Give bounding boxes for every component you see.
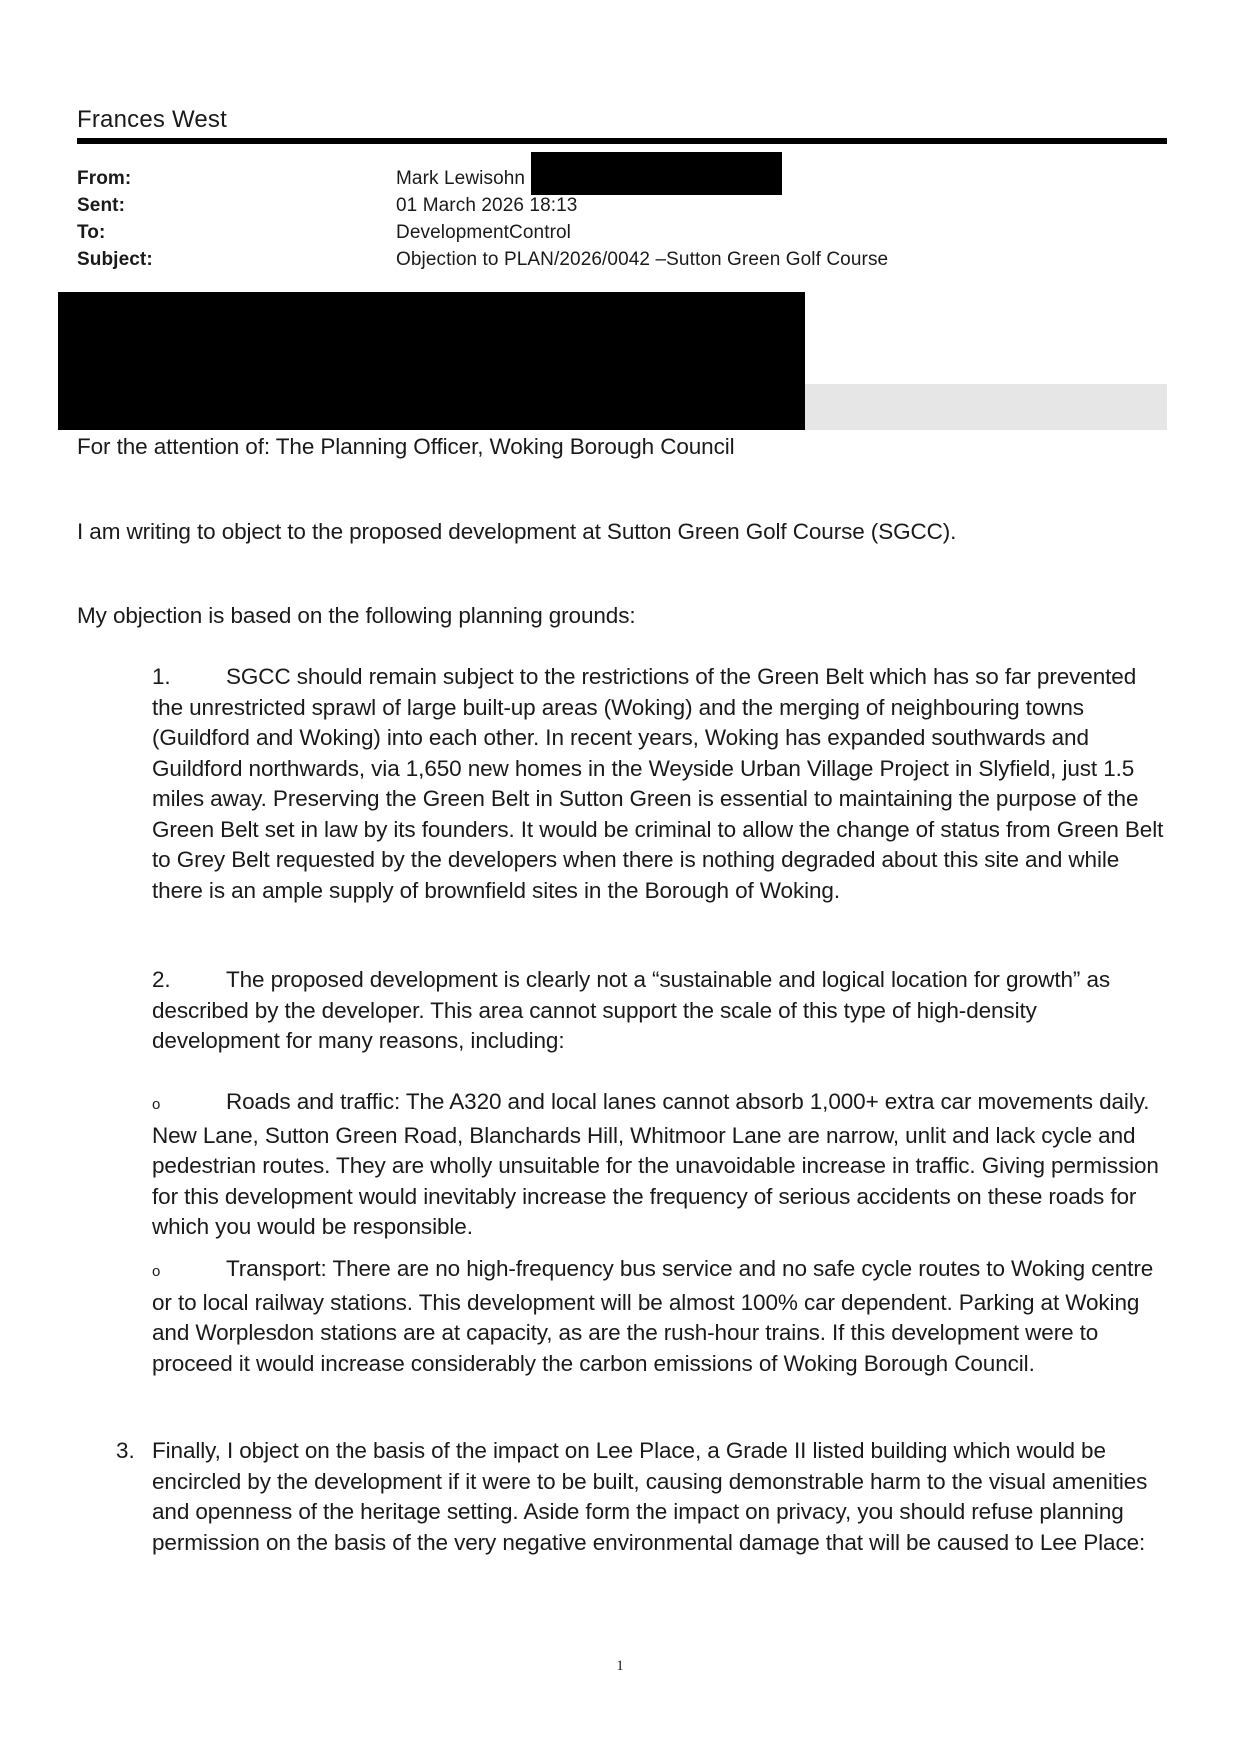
shaded-band xyxy=(805,384,1167,430)
bullet-roads-text: Roads and traffic: The A320 and local lanes cannot absorb 1,000+ extra car movements daily. New Lane, Sutton Green Road, Blanchards Hill, Whitmoor Lane are narrow, unlit and lack cycle and pedestrian routes. They are wholly unsuitable for the unavoidable increase in traffic. Giving permission for this development would inevitably increase the frequency of serious accidents on these roads for which you would be responsible. xyxy=(152,1089,1159,1239)
to-label: To: xyxy=(77,222,106,243)
point-2-text: The proposed development is clearly not a “sustainable and logical location for growth” as described by the developer. This area cannot support the scale of this type of high-density development for many reasons, including: xyxy=(152,967,1111,1053)
bullet-roads-mark: o xyxy=(152,1096,161,1113)
bullet-transport xyxy=(152,1254,1167,1379)
bullet-roads xyxy=(152,1087,1167,1243)
redaction-email xyxy=(531,152,782,195)
attention-line: For the attention of: The Planning Officer, Woking Borough Council xyxy=(77,434,735,459)
subject-value: Objection to PLAN/2026/0042 –Sutton Green Golf Course xyxy=(396,249,889,270)
from-label: From: xyxy=(77,168,132,189)
point-1-text: SGCC should remain subject to the restrictions of the Green Belt which has so far prevented the unrestricted sprawl of large built-up areas (Woking) and the merging of neighbouring towns (Guildford and Woking) into each other. In recent years, Woking has expanded southwards and Guildford northwards, via 1,650 new homes in the Weyside Urban Village Project in Slyfield, just 1.5 miles away. Preserving the Green Belt in Sutton Green is essential to maintaining the purpose of the Green Belt set in law by its founders. It would be criminal to allow the change of status from Green Belt to Grey Belt requested by the developers when there is nothing degraded about this site and while there is an ample supply of brownfield sites in the Borough of Woking. xyxy=(152,664,1164,903)
sender-name: Frances West xyxy=(77,106,227,133)
redaction-block xyxy=(58,292,805,430)
point-3-text: Finally, I object on the basis of the impact on Lee Place, a Grade II listed building which would be encircled by the development if it were to be built, causing demonstrable harm to the visual amenities and openness of the heritage setting. Aside form the impact on privacy, you should refuse planning permission on the basis of the very negative environmental damage that will be caused to Lee Place: xyxy=(152,1438,1148,1555)
from-value: Mark Lewisohn xyxy=(396,168,526,189)
point-2 xyxy=(152,965,1167,1057)
to-value: DevelopmentControl xyxy=(396,222,571,243)
intro-paragraph: I am writing to object to the proposed development at Sutton Green Golf Course (SGCC). xyxy=(77,519,957,544)
sent-label: Sent: xyxy=(77,195,125,216)
grounds-intro: My objection is based on the following planning grounds: xyxy=(77,603,636,628)
bullet-transport-text: Transport: There are no high-frequency bus service and no safe cycle routes to Woking centre or to local railway stations. This development will be almost 100% car dependent. Parking at Woking and Worplesdon stations are at capacity, as are the rush-hour trains. If this development were to proceed it would increase considerably the carbon emissions of Woking Borough Council. xyxy=(152,1256,1154,1376)
point-3-number: 3. xyxy=(116,1438,135,1463)
point-1-number: 1. xyxy=(152,664,171,689)
point-2-number: 2. xyxy=(152,967,171,992)
bullet-transport-mark: o xyxy=(152,1263,161,1280)
page-number: 1 xyxy=(616,1658,624,1674)
point-1 xyxy=(152,662,1167,906)
sent-value: 01 March 2026 18:13 xyxy=(396,195,578,216)
header-rule xyxy=(77,138,1167,144)
subject-label: Subject: xyxy=(77,249,153,270)
